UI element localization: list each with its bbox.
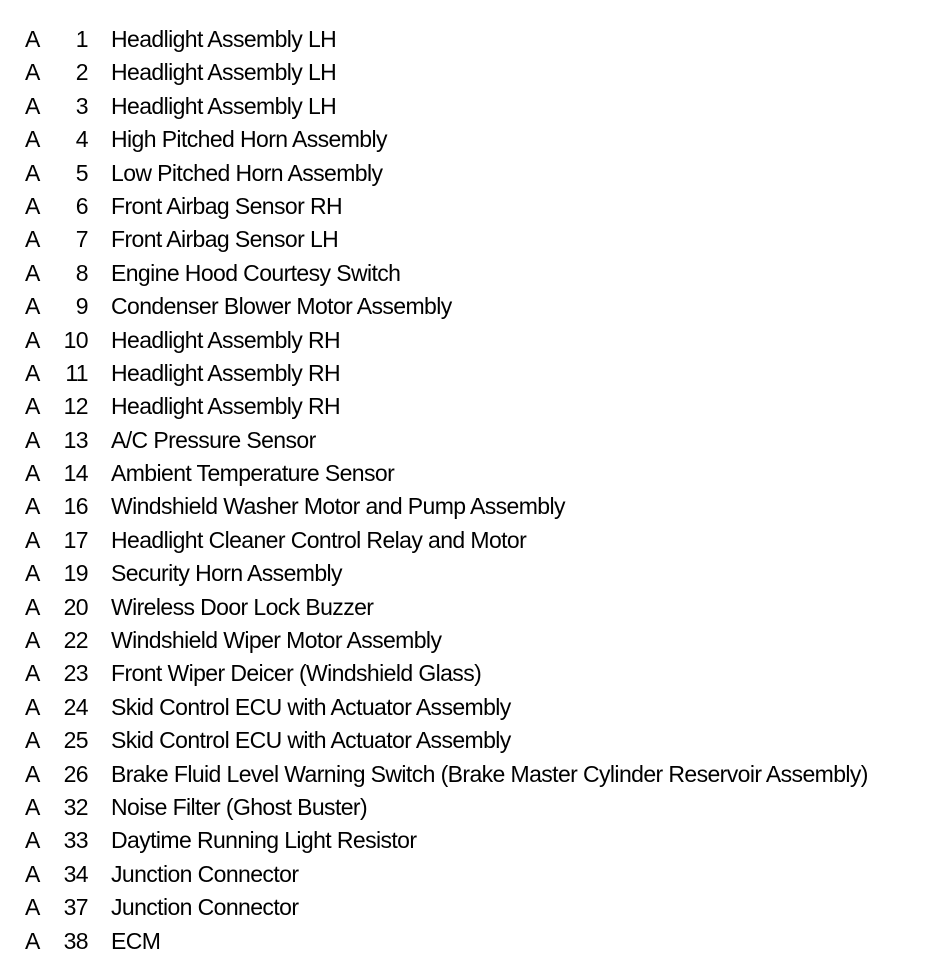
connector-number: 2 [75, 59, 88, 86]
component-name: Front Airbag Sensor LH [111, 226, 339, 253]
connector-code: A [25, 393, 40, 420]
component-name: Skid Control ECU with Actuator Assembly [111, 693, 511, 720]
component-name: Windshield Washer Motor and Pump Assembly [111, 493, 565, 520]
connector-code: A [25, 326, 40, 353]
connector-code: A [25, 126, 40, 153]
component-name: Headlight Assembly RH [111, 393, 341, 420]
component-name: Headlight Assembly RH [111, 326, 341, 353]
list-item [0, 758, 944, 791]
connector-code: A [25, 259, 40, 286]
connector-code: A [25, 59, 40, 86]
list-item [0, 657, 944, 690]
list-item [0, 223, 944, 256]
list-item [0, 624, 944, 657]
list-item [0, 891, 944, 924]
component-name: Headlight Assembly LH [111, 92, 337, 119]
component-name: ECM [111, 927, 161, 954]
list-item [0, 23, 944, 56]
list-item [0, 56, 944, 89]
connector-number: 37 [63, 894, 88, 921]
connector-number: 25 [63, 727, 88, 754]
component-name: Headlight Assembly LH [111, 59, 337, 86]
component-name: Wireless Door Lock Buzzer [111, 593, 374, 620]
connector-code: A [25, 727, 40, 754]
component-name: Security Horn Assembly [111, 560, 342, 587]
component-name: High Pitched Horn Assembly [111, 126, 387, 153]
list-item [0, 90, 944, 123]
connector-number: 22 [63, 627, 88, 654]
connector-code: A [25, 192, 40, 219]
connector-number: 17 [63, 526, 88, 553]
connector-number: 11 [65, 359, 88, 386]
component-name: Ambient Temperature Sensor [111, 460, 395, 487]
list-item [0, 490, 944, 523]
connector-number: 9 [75, 293, 88, 320]
list-item [0, 357, 944, 390]
connector-code: A [25, 159, 40, 186]
component-name: Condenser Blower Motor Assembly [111, 293, 452, 320]
connector-code: A [25, 860, 40, 887]
list-item [0, 824, 944, 857]
parts-list [0, 23, 944, 958]
connector-number: 26 [63, 760, 88, 787]
connector-number: 5 [75, 159, 88, 186]
connector-code: A [25, 660, 40, 687]
connector-code: A [25, 693, 40, 720]
component-name: Front Airbag Sensor RH [111, 192, 342, 219]
connector-number: 34 [63, 860, 88, 887]
connector-number: 1 [75, 26, 88, 52]
connector-code: A [25, 293, 40, 320]
list-item [0, 457, 944, 490]
connector-code: A [25, 526, 40, 553]
connector-code: A [25, 760, 40, 787]
connector-code: A [25, 793, 40, 820]
component-name: Low Pitched Horn Assembly [111, 159, 383, 186]
list-item [0, 424, 944, 457]
connector-code: A [25, 226, 40, 253]
connector-number: 4 [75, 126, 88, 153]
connector-number: 10 [63, 326, 88, 353]
component-name: Skid Control ECU with Actuator Assembly [111, 727, 511, 754]
connector-code: A [25, 26, 40, 52]
list-item [0, 390, 944, 423]
component-name: Junction Connector [111, 860, 299, 887]
connector-code: A [25, 560, 40, 587]
connector-code: A [25, 92, 40, 119]
connector-number: 23 [63, 660, 88, 687]
list-item [0, 557, 944, 590]
component-name: Engine Hood Courtesy Switch [111, 259, 401, 286]
connector-code: A [25, 627, 40, 654]
connector-number: 24 [63, 693, 88, 720]
connector-code: A [25, 827, 40, 854]
component-name: Front Wiper Deicer (Windshield Glass) [111, 660, 482, 687]
connector-number: 16 [63, 493, 88, 520]
connector-number: 32 [63, 793, 88, 820]
connector-number: 33 [63, 827, 88, 854]
connector-code: A [25, 426, 40, 453]
list-item [0, 925, 944, 958]
list-item [0, 123, 944, 156]
list-item [0, 190, 944, 223]
component-name: Noise Filter (Ghost Buster) [111, 793, 368, 820]
component-name: Junction Connector [111, 894, 299, 921]
connector-number: 14 [63, 460, 88, 487]
connector-number: 13 [63, 426, 88, 453]
list-item [0, 591, 944, 624]
connector-code: A [25, 927, 40, 954]
list-item [0, 324, 944, 357]
connector-number: 20 [63, 593, 88, 620]
connector-number: 6 [75, 192, 88, 219]
connector-code: A [25, 359, 40, 386]
connector-code: A [25, 460, 40, 487]
component-name: Headlight Assembly RH [111, 359, 341, 386]
connector-number: 7 [75, 226, 88, 253]
list-item [0, 691, 944, 724]
list-item [0, 791, 944, 824]
connector-number: 3 [75, 92, 88, 119]
connector-number: 38 [63, 927, 88, 954]
component-name: Headlight Assembly LH [111, 26, 337, 52]
list-item [0, 724, 944, 757]
component-name: Windshield Wiper Motor Assembly [111, 627, 442, 654]
component-name: Daytime Running Light Resistor [111, 827, 417, 854]
list-item [0, 257, 944, 290]
list-item [0, 157, 944, 190]
connector-code: A [25, 593, 40, 620]
connector-number: 12 [63, 393, 88, 420]
list-item [0, 290, 944, 323]
connector-code: A [25, 493, 40, 520]
component-name: A/C Pressure Sensor [111, 426, 316, 453]
component-name: Brake Fluid Level Warning Switch (Brake Master Cylinder Reservoir Assembly) [111, 760, 868, 787]
connector-code: A [25, 894, 40, 921]
list-item [0, 858, 944, 891]
connector-number: 8 [75, 259, 88, 286]
connector-number: 19 [63, 560, 88, 587]
list-item [0, 524, 944, 557]
component-name: Headlight Cleaner Control Relay and Motor [111, 526, 527, 553]
